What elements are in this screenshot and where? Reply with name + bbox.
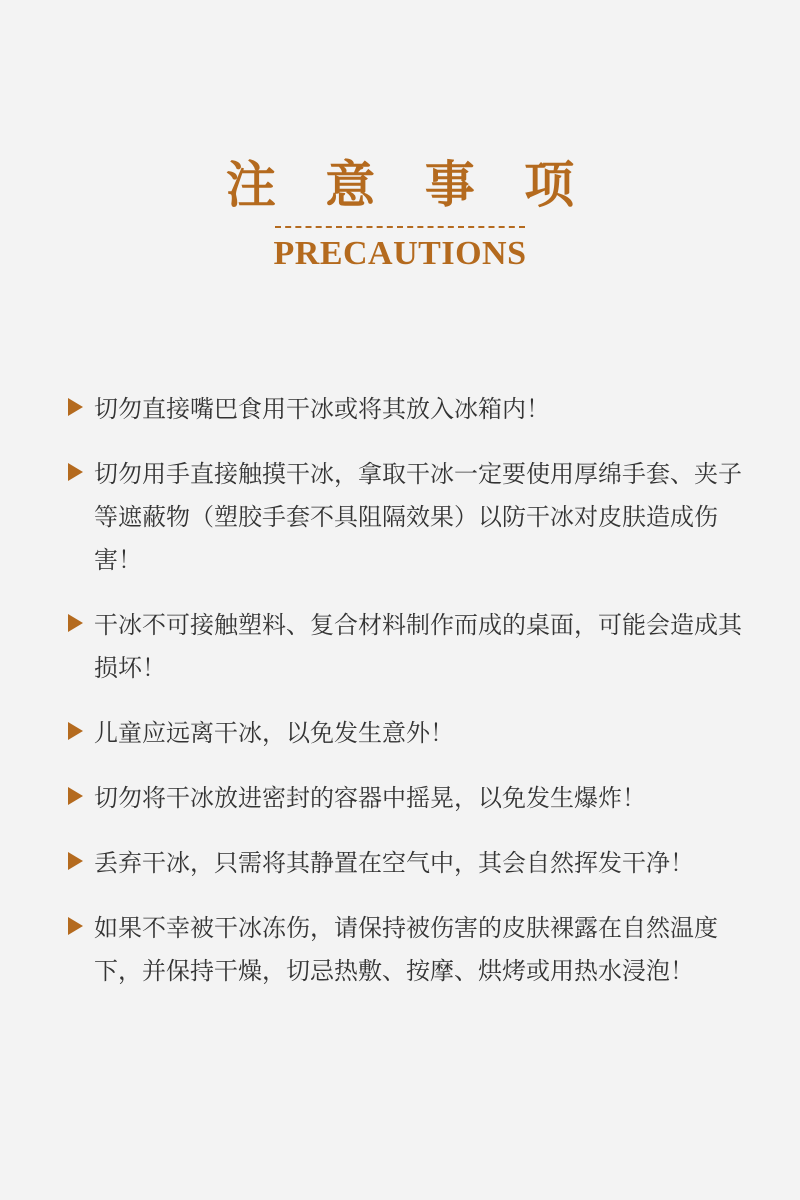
list-item xyxy=(66,604,766,690)
triangle-right-icon xyxy=(68,852,83,870)
precaution-text: 切勿用手直接触摸干冰，拿取干冰一定要使用厚绵手套、夹子等遮蔽物（塑胶手套不具阻隔效果）以防干冰对皮肤造成伤害！ xyxy=(94,460,742,574)
list-item xyxy=(66,907,766,993)
triangle-right-icon xyxy=(68,722,83,740)
triangle-right-icon xyxy=(68,614,83,632)
list-item xyxy=(66,777,766,820)
precaution-text: 如果不幸被干冰冻伤，请保持被伤害的皮肤裸露在自然温度下，并保持干燥，切忌热敷、按摩、烘烤或用热水浸泡！ xyxy=(94,914,718,985)
triangle-right-icon xyxy=(68,787,83,805)
triangle-right-icon xyxy=(68,917,83,935)
list-item xyxy=(66,453,766,582)
precaution-text: 切勿将干冰放进密封的容器中摇晃，以免发生爆炸！ xyxy=(94,784,646,812)
page-title-chinese: 注 意 事 项 xyxy=(225,155,591,214)
precaution-text: 丢弃干冰，只需将其静置在空气中，其会自然挥发干净！ xyxy=(94,849,694,877)
precaution-text: 干冰不可接触塑料、复合材料制作而成的桌面，可能会造成其损坏！ xyxy=(94,611,742,682)
triangle-right-icon xyxy=(68,463,83,481)
list-item xyxy=(66,388,766,431)
precaution-text: 儿童应远离干冰，以免发生意外！ xyxy=(94,719,454,747)
title-divider xyxy=(275,226,525,228)
precautions-list xyxy=(66,388,766,1015)
precautions-header xyxy=(0,150,800,276)
list-item xyxy=(66,842,766,885)
page-title-english: PRECAUTIONS xyxy=(273,235,527,272)
triangle-right-icon xyxy=(68,398,83,416)
list-item xyxy=(66,712,766,755)
precaution-text: 切勿直接嘴巴食用干冰或将其放入冰箱内！ xyxy=(94,395,550,423)
